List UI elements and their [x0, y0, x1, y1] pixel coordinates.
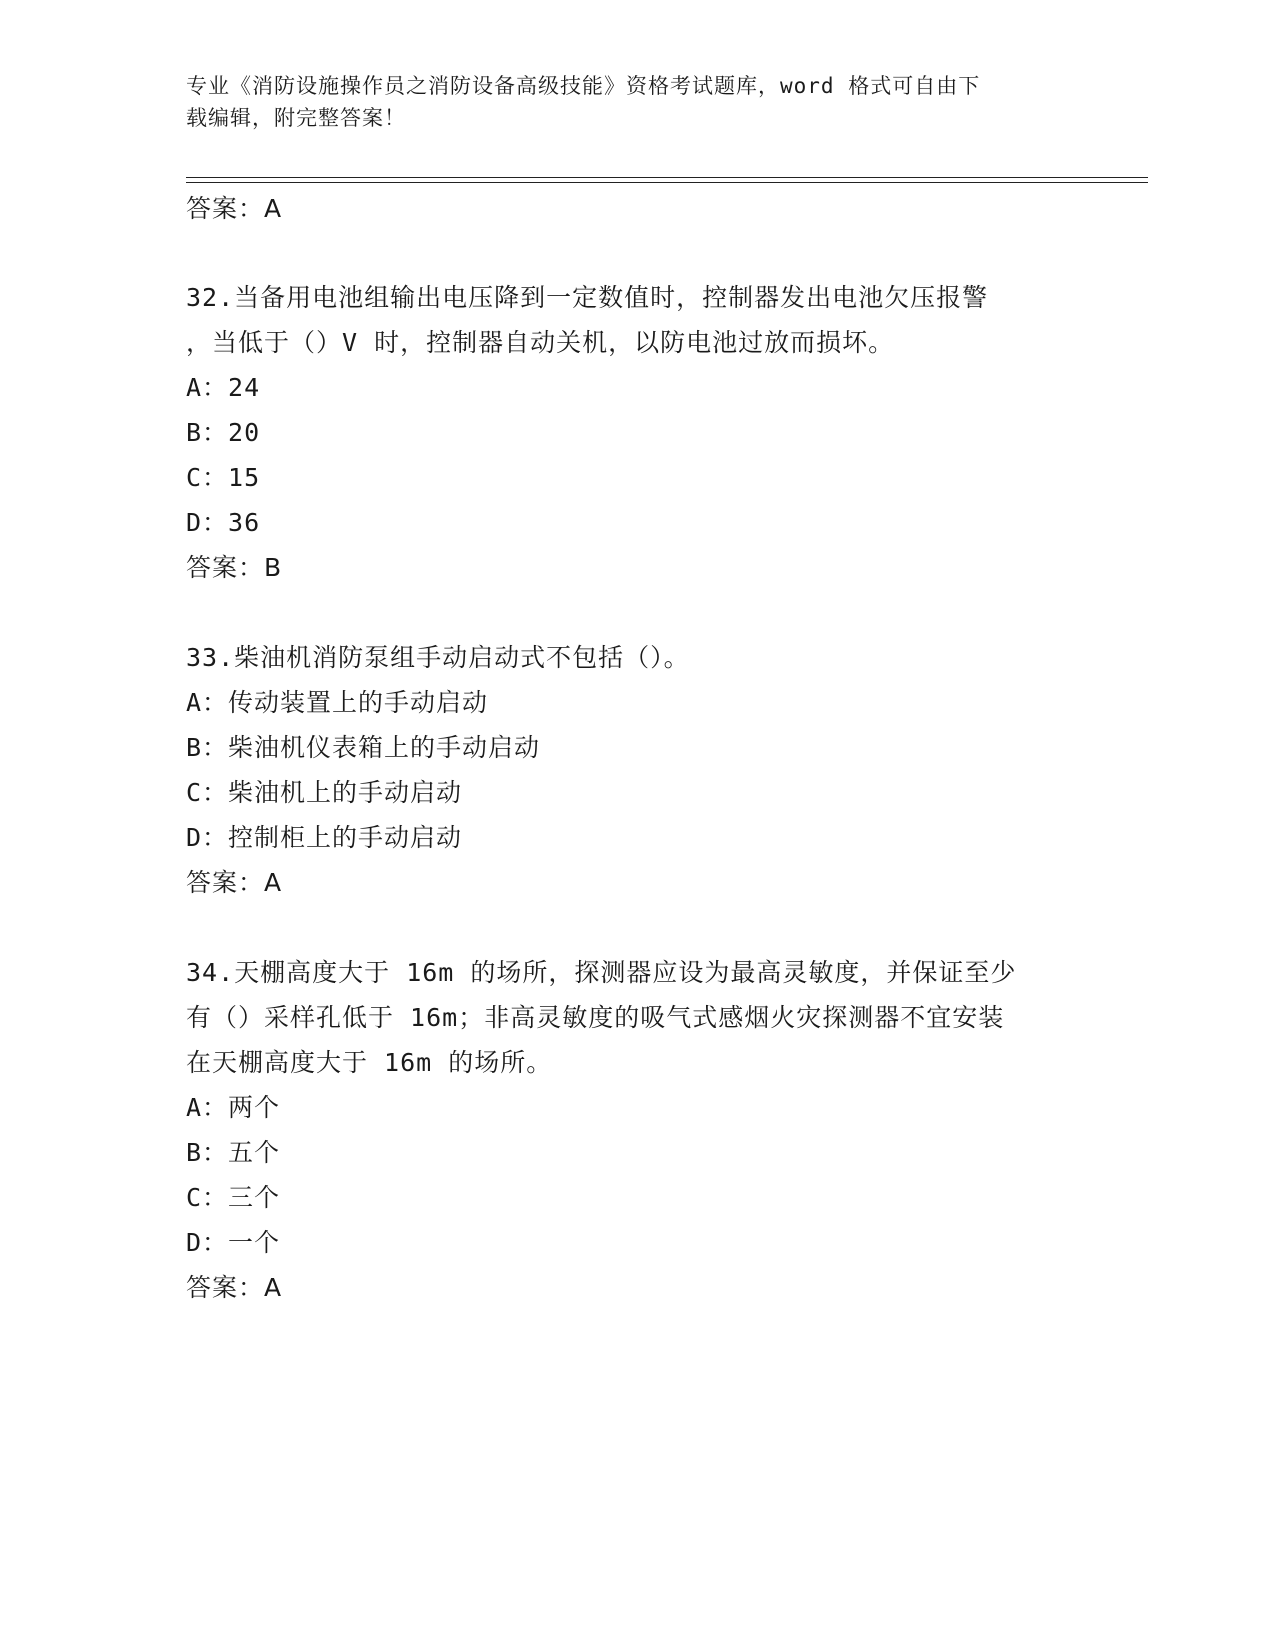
question-32-option-c: C：15	[186, 463, 261, 492]
question-34-stem-line-2: 有（）采样孔低于 16m；非高灵敏度的吸气式感烟火灾探测器不宜安装	[186, 1003, 1005, 1032]
question-32-option-d: D：36	[186, 508, 261, 537]
header-rule-top	[186, 177, 1148, 178]
header-line-1: 专业《消防设施操作员之消防设备高级技能》资格考试题库，word 格式可自由下	[186, 74, 981, 98]
question-33-option-c: C：柴油机上的手动启动	[186, 778, 463, 807]
question-33-answer: 答案：A	[186, 868, 283, 897]
question-34-stem-line-3: 在天棚高度大于 16m 的场所。	[186, 1048, 553, 1077]
question-33-option-d: D：控制柜上的手动启动	[186, 823, 463, 852]
question-34-option-d: D：一个	[186, 1228, 281, 1257]
question-33-option-b: B：柴油机仪表箱上的手动启动	[186, 733, 541, 762]
question-33-stem-line-1: 33.柴油机消防泵组手动启动式不包括（）。	[186, 643, 690, 672]
question-34-option-a: A：两个	[186, 1093, 281, 1122]
question-34-option-c: C：三个	[186, 1183, 281, 1212]
question-32-option-a: A：24	[186, 373, 261, 402]
question-34-stem-line-1: 34.天棚高度大于 16m 的场所，探测器应设为最高灵敏度，并保证至少	[186, 958, 1017, 987]
question-32-option-b: B：20	[186, 418, 261, 447]
question-34-answer: 答案：A	[186, 1273, 283, 1302]
document-header	[186, 70, 1086, 134]
question-32-answer: 答案：B	[186, 553, 283, 582]
header-rule-bottom	[186, 182, 1148, 183]
question-33-option-a: A：传动装置上的手动启动	[186, 688, 489, 717]
header-line-2: 载编辑，附完整答案！	[186, 106, 406, 130]
question-32-stem-line-2: ，当低于（）V 时，控制器自动关机，以防电池过放而损坏。	[186, 328, 895, 357]
question-32-stem-line-1: 32.当备用电池组输出电压降到一定数值时，控制器发出电池欠压报警	[186, 283, 989, 312]
previous-answer: 答案：A	[186, 194, 283, 223]
question-34-option-b: B：五个	[186, 1138, 281, 1167]
